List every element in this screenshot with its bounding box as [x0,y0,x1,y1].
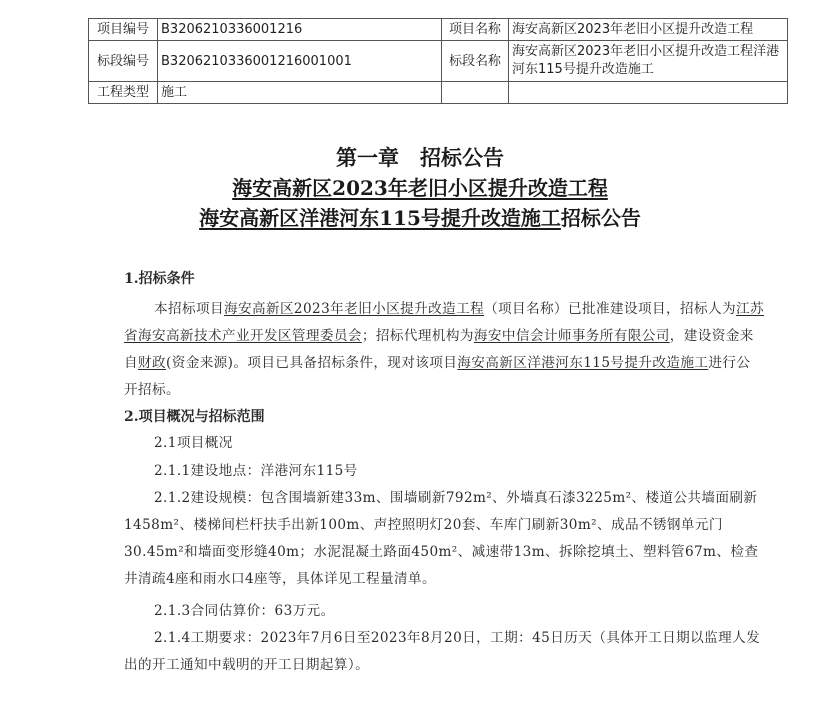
section-title [0,203,840,233]
section-name-value: 海安高新区2023年老旧小区提升改造工程洋港河东115号提升改造施工 [509,41,788,82]
construction-period: 2.1.4工期要求：2023年7月6日至2023年8月20日，工期：45日历天（具体开工日期以监理人发出的开工通知中载明的开工日期起算）。 [124,630,761,673]
project-no-value: B3206210336001216 [158,19,442,41]
section-title-name: 海安高新区洋港河东115号提升改造施工 [199,206,561,230]
tenderer-name: 江苏省海安高新技术产业开发区管理委员会 [124,301,764,344]
overview-subheading: 2.1项目概况 [154,435,233,451]
section-name-ref: 海安高新区洋港河东115号提升改造施工 [457,355,709,371]
text-fragment: （项目名称）已批准建设项目，招标人为 [484,301,736,317]
project-name-value: 海安高新区2023年老旧小区提升改造工程 [509,19,788,41]
fund-source: 财政 [138,355,166,371]
type-label: 工程类型 [89,82,158,104]
type-value: 施工 [158,82,442,104]
project-info-table [88,18,788,104]
project-no-label: 项目编号 [89,19,158,41]
project-name-link: 海安高新区2023年老旧小区提升改造工程 [223,301,485,317]
section-title-suffix: 招标公告 [560,206,641,230]
construction-scale: 2.1.2建设规模：包含围墙新建33m、围墙刷新792m²、外墙真石漆3225m²、楼道公共墙面刷新1458m²、楼梯间栏杆扶手出新100m、声控照明灯20套、车库门刷新30m²、成品不锈钢单元门30.45m²和墙面变形缝40m；水泥混凝土路面450m²、减速带13m、拆除挖填土、塑料管67m、检查井清疏4座和雨水口4座等，具体详见工程量清单。 [124,490,759,587]
text-fragment: ；招标代理机构为 [361,328,474,344]
announcement-body [124,267,764,679]
empty-cell [509,82,788,104]
tender-conditions-paragraph [124,296,764,404]
heading-project-overview: 2.项目概况与招标范围 [124,409,265,425]
text-fragment: (资金来源)。项目已具备招标条件，现对该项目 [166,355,458,371]
construction-location: 2.1.1建设地点：洋港河东115号 [154,463,358,479]
text-fragment: ，建设资金来自 [124,328,754,371]
section-name-label: 标段名称 [442,41,509,82]
info-row-type [89,82,788,104]
project-title: 海安高新区2023年老旧小区提升改造工程 [232,176,608,200]
section-no-value: B3206210336001216001001 [158,41,442,82]
empty-cell [442,82,509,104]
project-name-label: 项目名称 [442,19,509,41]
info-row-project [89,19,788,41]
chapter-title: 第一章 招标公告 [336,145,504,170]
contract-price: 2.1.3合同估算价：63万元。 [154,603,335,619]
agent-name: 海安中信会计师事务所有限公司 [473,328,670,344]
text-fragment: 进行公开招标。 [124,355,751,398]
announcement-titles [0,143,840,233]
section-no-label: 标段编号 [89,41,158,82]
info-row-section [89,41,788,82]
text-fragment: 本招标项目 [154,301,224,317]
heading-tender-conditions: 1.招标条件 [124,271,195,287]
